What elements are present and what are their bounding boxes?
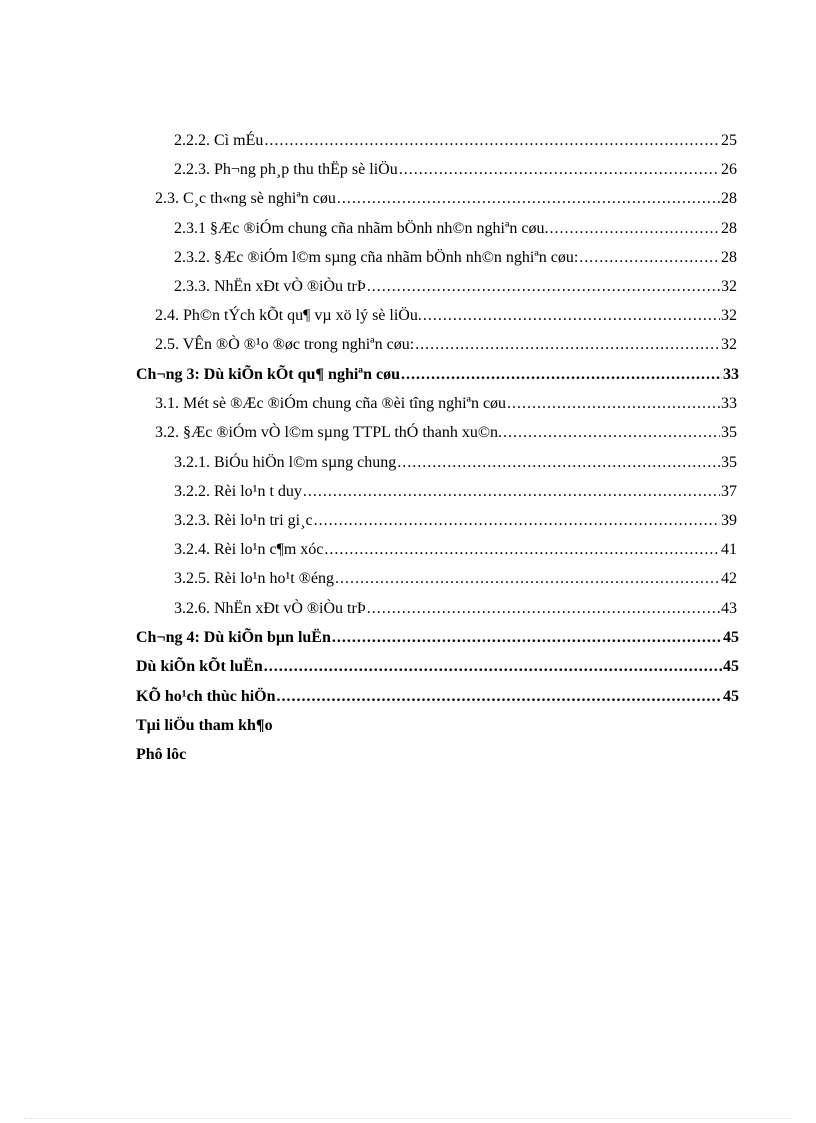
toc-entry-label: 2.3.2. §Æc ®iÓm l©m sµng cña nhãm bÖnh nh©n nghiªn cøu:	[174, 249, 579, 266]
toc-entry-label: 3.2.1. BiÓu hiÖn l©m sµng chung	[174, 454, 397, 471]
toc-entry-label: Phô lôc	[136, 746, 187, 763]
toc-entry-page: 43	[721, 600, 737, 617]
toc-entry-label: 2.2.2. Cì mÉu	[174, 132, 264, 149]
toc-entry-page: 32	[721, 336, 737, 353]
dot-leader	[264, 656, 722, 678]
toc-entry	[174, 247, 737, 269]
toc-entry-label: 3.1. Mét sè ®Æc ®iÓm chung cña ®èi tîng nghiªn cøu	[155, 395, 507, 412]
toc-entry	[174, 481, 737, 503]
page-bottom-rule	[24, 1118, 792, 1119]
toc-entry	[155, 334, 737, 356]
dot-leader	[303, 481, 720, 503]
toc-entry-label: KÕ ho¹ch thùc hiÖn	[136, 688, 276, 705]
toc-entry	[155, 305, 737, 327]
dot-leader	[579, 247, 720, 269]
toc-entry-page: 28	[721, 249, 737, 266]
toc-entry-page: 37	[721, 483, 737, 500]
dot-leader	[314, 510, 720, 532]
dot-leader	[549, 218, 720, 240]
dot-leader	[399, 159, 720, 181]
dot-leader	[367, 276, 720, 298]
toc-entry-label: 2.3.1 §Æc ®iÓm chung cña nhãm bÖnh nh©n nghiªn cøu.	[174, 220, 549, 237]
toc-entry-label: 2.3. C¸c th«ng sè nghiªn cøu	[155, 190, 336, 207]
toc-entry-label: 3.2. §Æc ®iÓm vÒ l©m sµng TTPL thÓ thanh xu©n.	[155, 424, 503, 441]
toc-entry-label: 2.3.3. NhËn xÐt vÒ ®iÒu trÞ	[174, 278, 366, 295]
toc-chapter-entry	[136, 364, 739, 386]
toc-entry-page: 41	[721, 541, 737, 558]
dot-leader	[335, 568, 720, 590]
toc-entry-page: 35	[721, 454, 737, 471]
toc-entry-page: 33	[721, 395, 737, 412]
toc-entry	[174, 510, 737, 532]
dot-leader	[324, 539, 720, 561]
dot-leader	[401, 364, 722, 386]
toc-entry-page: 42	[721, 570, 737, 587]
toc-entry-label: 2.2.3. Ph¬ng ph¸p thu thËp sè liÖu	[174, 161, 398, 178]
toc-entry-page: 45	[723, 688, 739, 705]
toc-entry-label: 3.2.3. Rèi lo¹n tri gi¸c	[174, 512, 313, 529]
toc-entry	[174, 218, 737, 240]
dot-leader	[367, 598, 720, 620]
dot-leader	[503, 422, 720, 444]
toc-entry-label: 2.4. Ph©n tÝch kÕt qu¶ vµ xö lý sè liÖu.	[155, 307, 422, 324]
toc-entry-label: 3.2.6. NhËn xÐt vÒ ®iÒu trÞ	[174, 600, 366, 617]
toc-entry	[174, 159, 737, 181]
toc-entry-page: 32	[721, 278, 737, 295]
toc-entry-label: Tµi liÖu tham kh¶o	[136, 717, 273, 734]
toc-entry-label: 3.2.4. Rèi lo¹n c¶m xóc	[174, 541, 324, 558]
toc-extra-entry	[136, 715, 536, 737]
toc-chapter-entry	[136, 656, 739, 678]
dot-leader	[507, 393, 720, 415]
toc-entry-page: 28	[721, 220, 737, 237]
toc-entry	[174, 539, 737, 561]
toc-entry-page: 39	[721, 512, 737, 529]
toc-entry	[174, 130, 737, 152]
dot-leader	[337, 188, 720, 210]
toc-entry-page: 32	[721, 307, 737, 324]
dot-leader	[332, 627, 722, 649]
toc-entry	[174, 598, 737, 620]
toc-entry-label: Ch¬ng 4: Dù kiÕn bµn luËn	[136, 629, 331, 646]
dot-leader	[264, 130, 720, 152]
toc-extra-entry	[136, 744, 536, 766]
toc-entry-page: 28	[721, 190, 737, 207]
dot-leader	[423, 305, 720, 327]
dot-leader	[397, 452, 720, 474]
toc-chapter-entry	[136, 627, 739, 649]
toc-entry-page: 25	[721, 132, 737, 149]
toc-entry	[155, 393, 737, 415]
dot-leader	[277, 686, 723, 708]
toc-entry	[174, 568, 737, 590]
toc-entry-label: 3.2.5. Rèi lo¹n ho¹t ®éng	[174, 570, 334, 587]
toc-entry	[155, 422, 737, 444]
toc-chapter-entry	[136, 686, 739, 708]
toc-entry-label: 2.5. VÊn ®Ò ®¹o ®øc trong nghiªn cøu:	[155, 336, 415, 353]
toc-entry-page: 45	[723, 658, 739, 675]
toc-entry	[174, 452, 737, 474]
toc-entry	[174, 276, 737, 298]
toc-entry	[155, 188, 737, 210]
toc-entry-page: 45	[723, 629, 739, 646]
toc-entry-page: 26	[721, 161, 737, 178]
toc-entry-label: Dù kiÕn kÕt luËn	[136, 658, 263, 675]
toc-entry-page: 35	[721, 424, 737, 441]
toc-entry-page: 33	[723, 366, 739, 383]
toc-entry-label: Ch¬ng 3: Dù kiÕn kÕt qu¶ nghiªn cøu	[136, 366, 400, 383]
dot-leader	[415, 334, 720, 356]
toc-entry-label: 3.2.2. Rèi lo¹n t duy	[174, 483, 302, 500]
